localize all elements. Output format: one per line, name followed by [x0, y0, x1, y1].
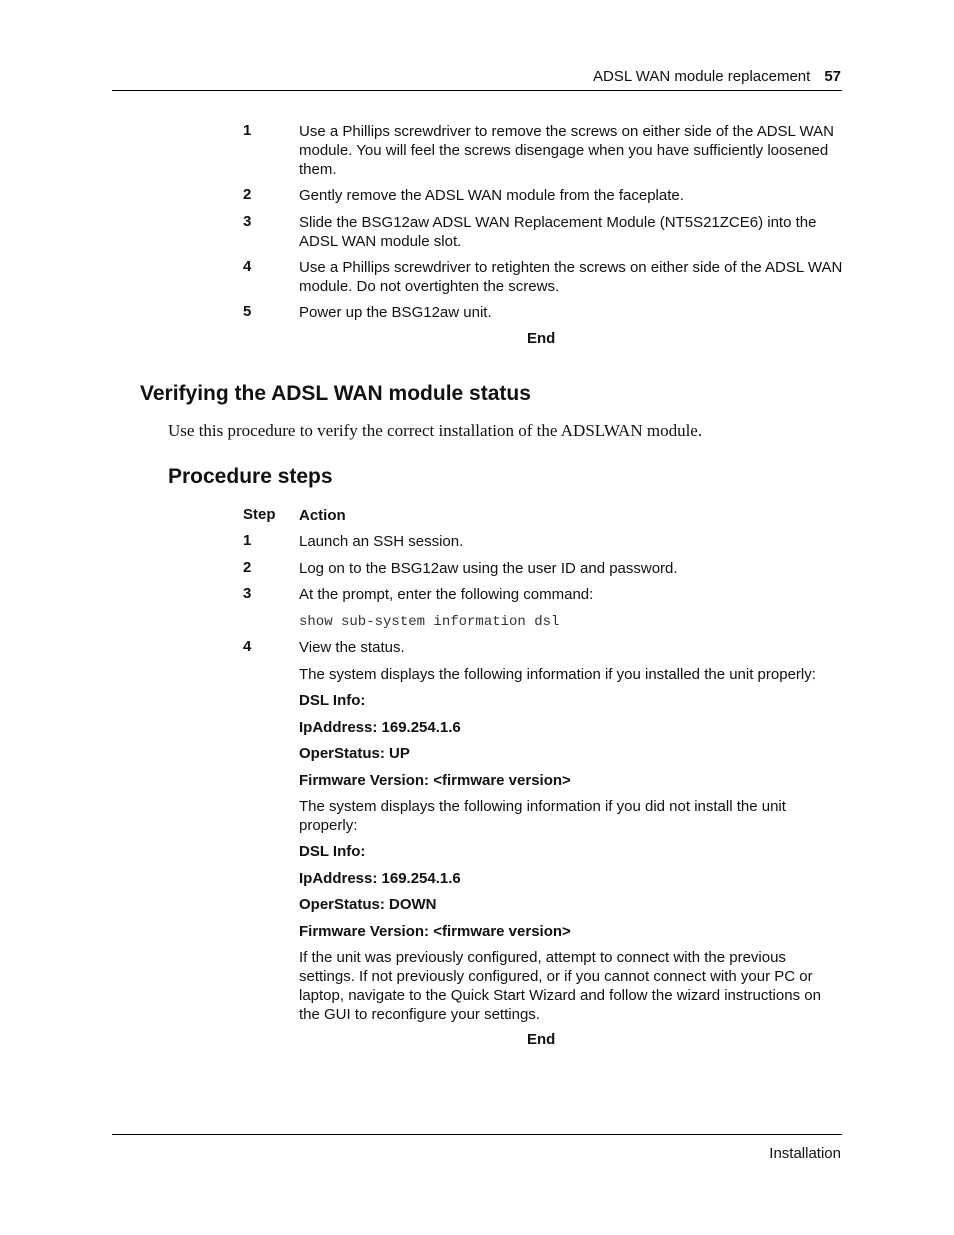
output-line: OperStatus: UP [299, 745, 410, 762]
step-text: Gently remove the ADSL WAN module from the faceplate. [299, 187, 684, 204]
running-header [593, 68, 841, 85]
step-number: 1 [243, 532, 252, 549]
step-number: 4 [243, 258, 252, 275]
output-line: Firmware Version: <firmware version> [299, 923, 571, 940]
section-intro: Use this procedure to verify the correct installation of the ADSLWAN module. [168, 421, 703, 440]
step-text: View the status. [299, 639, 405, 656]
success-intro: The system displays the following information if you installed the unit properly: [299, 666, 816, 683]
output-line: Firmware Version: <firmware version> [299, 772, 571, 789]
end-marker: End [527, 330, 556, 347]
step-text: Power up the BSG12aw unit. [299, 304, 492, 321]
step-number: 2 [243, 559, 252, 576]
procedure-title: Procedure steps [168, 465, 333, 488]
output-line: IpAddress: 169.254.1.6 [299, 719, 461, 736]
step-text: At the prompt, enter the following command: [299, 586, 594, 603]
closing-text: If the unit was previously configured, attempt to connect with the previous settings. If not previously configured, or if you cannot connect with your PC or laptop, navigate to the Quick Start Wizard and follow the wizard instructions on the GUI to reconfigure your settings. [299, 949, 821, 1023]
step-text: Launch an SSH session. [299, 533, 464, 550]
footer-text: Installation [769, 1145, 841, 1162]
step-number: 1 [243, 122, 252, 139]
step-text: Log on to the BSG12aw using the user ID and password. [299, 560, 678, 577]
header-rule [112, 90, 842, 91]
step-number: 2 [243, 186, 252, 203]
step-number: 5 [243, 303, 252, 320]
step-number: 4 [243, 638, 252, 655]
output-line: OperStatus: DOWN [299, 896, 437, 913]
step-number: 3 [243, 213, 252, 230]
column-action: Action [299, 507, 346, 524]
step-text: Use a Phillips screwdriver to remove the screws on either side of the ADSL WAN module. You will feel the screws disengage when you have sufficiently loosened them. [299, 123, 834, 178]
step-text: Slide the BSG12aw ADSL WAN Replacement Module (NT5S21ZCE6) into the ADSL WAN module slot. [299, 214, 817, 250]
page-number: 57 [824, 68, 841, 85]
output-line: DSL Info: [299, 843, 366, 860]
step-text: Use a Phillips screwdriver to retighten the screws on either side of the ADSL WAN module. Do not overtighten the screws. [299, 259, 843, 295]
end-marker: End [527, 1031, 556, 1048]
header-title: ADSL WAN module replacement [593, 68, 811, 85]
command-text: show sub-system information dsl [299, 614, 560, 630]
footer-rule [112, 1134, 842, 1135]
step-number: 3 [243, 585, 252, 602]
section-title: Verifying the ADSL WAN module status [140, 382, 531, 405]
column-step: Step [243, 506, 276, 523]
output-line: DSL Info: [299, 692, 366, 709]
failure-intro: The system displays the following information if you did not install the unit properly: [299, 798, 786, 834]
output-line: IpAddress: 169.254.1.6 [299, 870, 461, 887]
